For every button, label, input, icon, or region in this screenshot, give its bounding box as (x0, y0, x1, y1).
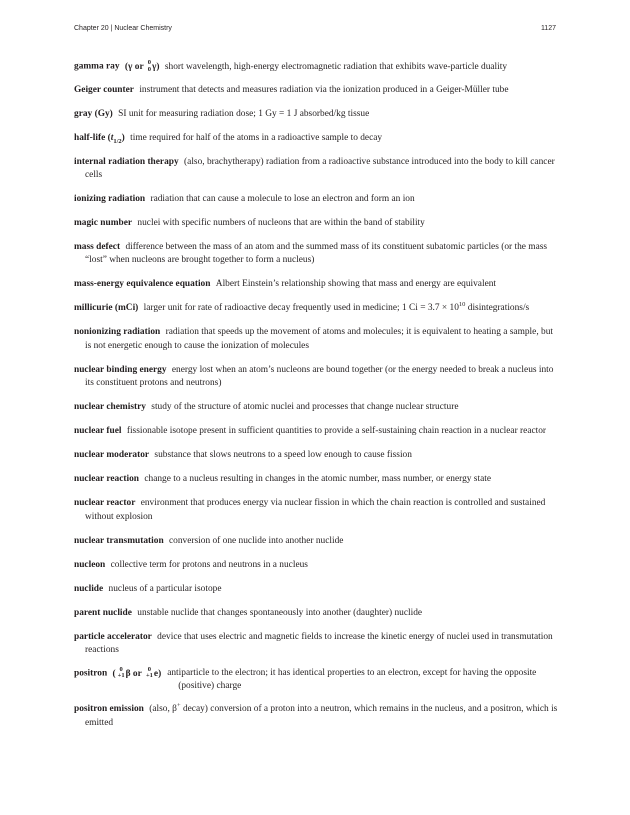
definition: radiation that speeds up the movement of atoms and molecules; it is equivalent to heating a sample, but is not energetic enough to cause the ionization of molecules (85, 327, 553, 351)
term: Geiger counter (74, 84, 134, 95)
term: mass-energy equivalence equation (74, 279, 211, 290)
term: nuclear transmutation (74, 535, 164, 546)
glossary-entry-nuclear-chemistry (74, 401, 558, 414)
glossary-entry-mass-energy-equivalence-equation (74, 278, 558, 291)
glossary-list (74, 60, 558, 730)
glossary-entry-gray (74, 108, 558, 121)
page-number: 1127 (540, 25, 556, 32)
page-header (74, 25, 556, 32)
definition: energy lost when an atom’s nucleons are bound together (or the energy needed to break a nucleus into its constituent protons and neutrons) (85, 364, 554, 389)
positron-symbol: ( 0 +1 β or 0 +1 e) (112, 665, 162, 680)
term: nucleon (74, 559, 106, 570)
term: mass defect (74, 241, 121, 252)
glossary-entry-gamma-ray (74, 60, 558, 74)
gamma-symbol: (γ or 0 0 γ) (124, 59, 160, 73)
glossary-entry-mass-defect (74, 241, 558, 268)
glossary-entry-nuclear-reactor (74, 497, 558, 524)
definition: antiparticle to the electron; it has identical properties to an electron, except for having the opposite (positive) charge (167, 667, 537, 692)
definition: short wavelength, high-energy electromagnetic radiation that exhibits wave-particle duality (164, 61, 508, 72)
definition: radiation that can cause a molecule to lose an electron and form an ion (150, 193, 415, 204)
glossary-entry-nuclear-binding-energy (74, 364, 558, 391)
definition: difference between the mass of an atom and the summed mass of its constituent subatomic particles (or the mass “lost” when nucleons are brought together to form a nucleus) (85, 241, 548, 266)
term: magic number (74, 217, 133, 228)
chapter-title: Chapter 20 | Nuclear Chemistry (74, 25, 172, 32)
glossary-entry-particle-accelerator (74, 631, 558, 658)
term: gamma ray (74, 61, 120, 72)
term: particle accelerator (74, 631, 152, 642)
term: positron emission (74, 704, 144, 715)
definition: device that uses electric and magnetic fields to increase the kinetic energy of nuclei used in transmutation reactions (85, 631, 553, 655)
definition: unstable nuclide that changes spontaneously into another (daughter) nuclide (137, 607, 423, 618)
glossary-entry-positron (74, 667, 558, 694)
definition: collective term for protons and neutrons in a nucleus (110, 559, 308, 570)
glossary-entry-nuclide (74, 583, 558, 596)
term: nuclear reaction (74, 474, 140, 485)
definition: fissionable isotope present in sufficient quantities to provide a self-sustaining chain reaction in a nuclear reactor (126, 426, 547, 437)
definition: environment that produces energy via nuclear fission in which the chain reaction is controlled and sustained without explosion (85, 498, 546, 522)
glossary-entry-magic-number (74, 217, 558, 230)
glossary-entry-half-life (74, 132, 558, 145)
term: millicurie (mCi) (74, 303, 139, 314)
definition: (also, brachytherapy) radiation from a radioactive substance introduced into the body to kill cancer cells (85, 156, 555, 180)
glossary-entry-internal-radiation-therapy (74, 156, 558, 183)
glossary-entry-nucleon (74, 559, 558, 572)
glossary-entry-geiger-counter (74, 84, 558, 97)
definition: Albert Einstein’s relationship showing that mass and energy are equivalent (215, 279, 497, 290)
term: positron (74, 668, 108, 679)
term: nonionizing radiation (74, 327, 161, 338)
definition: (also, β+ decay) conversion of a proton into a neutron, which remains in the nucleus, and a positron, which is emitted (85, 702, 558, 728)
definition: instrument that detects and measures radiation via the ionization produced in a Geiger-Müller tube (139, 84, 509, 95)
term: gray (Gy) (74, 108, 113, 119)
term: nuclide (74, 583, 104, 594)
definition: nucleus of a particular isotope (108, 583, 222, 594)
term: parent nuclide (74, 607, 132, 618)
term-with-symbol (74, 667, 161, 694)
term: nuclear reactor (74, 498, 136, 509)
definition: larger unit for rate of radioactive decay frequently used in medicine; 1 $Ci = 3.7 \times 10^{10}$ disintegrations/s (143, 301, 530, 314)
glossary-entry-nuclear-reaction (74, 473, 558, 486)
definition: conversion of one nuclide into another nuclide (169, 535, 344, 546)
definition: change to a nucleus resulting in changes in the atomic number, mass number, or energy state (144, 474, 491, 485)
definition: nuclei with specific numbers of nucleons that are within the band of stability (137, 217, 425, 228)
glossary-entry-ionizing-radiation (74, 193, 558, 206)
glossary-entry-nuclear-transmutation (74, 535, 558, 548)
glossary-entry-nonionizing-radiation (74, 326, 558, 353)
glossary-entry-millicurie (74, 302, 558, 315)
term: nuclear moderator (74, 450, 150, 461)
definition: SI unit for measuring radiation dose; 1 Gy = 1 J absorbed/kg tissue (118, 108, 370, 119)
glossary-entry-positron-emission (74, 703, 558, 730)
definition: study of the structure of atomic nuclei and processes that change nuclear structure (151, 402, 459, 413)
term: internal radiation therapy (74, 156, 179, 167)
glossary-entry-nuclear-fuel (74, 425, 558, 438)
term: nuclear fuel (74, 426, 122, 437)
definition: time required for half of the atoms in a radioactive sample to decay (130, 132, 383, 143)
glossary-entry-parent-nuclide (74, 607, 558, 620)
term: nuclear binding energy (74, 364, 167, 375)
term: ionizing radiation (74, 193, 146, 204)
glossary-entry-nuclear-moderator (74, 449, 558, 462)
definition: substance that slows neutrons to a speed low enough to cause fission (154, 450, 412, 461)
term: half-life $(t_{1/2})$ (74, 132, 125, 145)
term: nuclear chemistry (74, 402, 146, 413)
